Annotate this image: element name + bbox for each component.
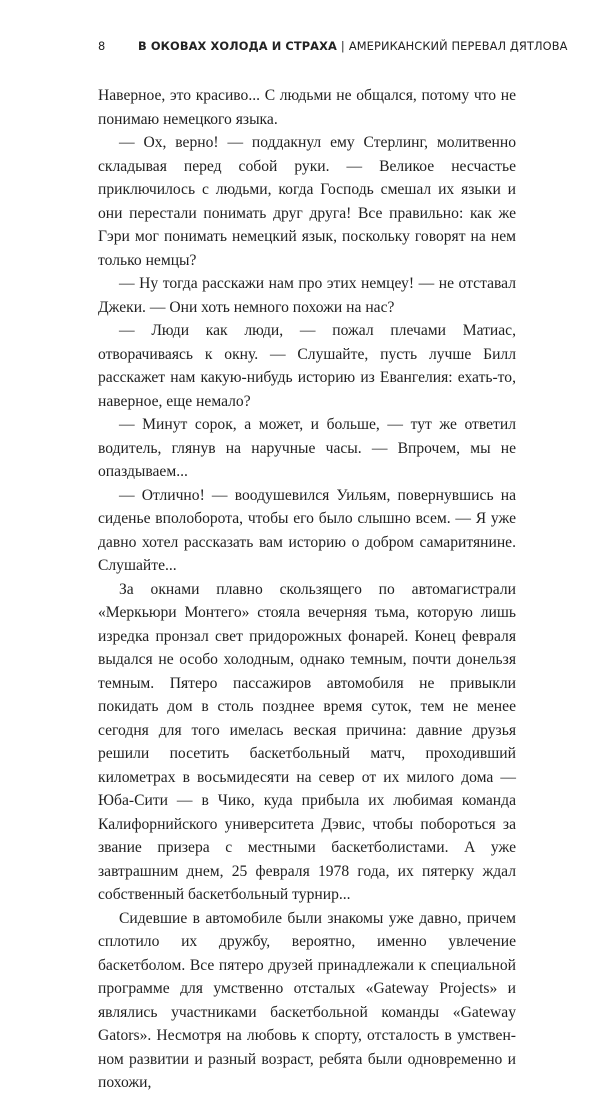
paragraph: За окнами плавно скользящего по автомагистрали «Меркьюри Монтего» стояла вечерняя тьма, которую лишь изредка пронзал свет придорожных фонарей. Конец февраля выдался не особо холодным, однако темным, почти донельзя темным. Пятеро пассажиров автомобиля не привыкли покидать дом в столь позднее время суток, тем не менее сегодня для того имелась веская причина: давние друзья решили посетить баскетбольный матч, проходивший километрах в восьмидесяти на север от их милого дома — Юба-Сити — в Чико, куда прибыла их любимая команда Калифорнийского университета Дэвис, чтобы побороться за звание призера с местными баскетболистами. А уже завтрашним днем, 25 февраля 1978 года, их пятерку ждал собственный баскетбольный турнир... — [98, 580, 516, 903]
book-title: В ОКОВАХ ХОЛОДА И СТРАХА — [138, 39, 337, 53]
paragraph: Сидевшие в автомобиле были знакомы уже давно, причем сплотило их дружбу, вероятно, именно увлечение баскетболом. Все пятеро друзей принадлежали к специальной программе для умственно отсталых «Gateway Projects» и являлись участниками баскетбольной команды «Gateway Gators». Несмотря на любовь к спорту, отсталость в умственном развитии и разный возраст, ребята были одновременно и похожи, — [98, 909, 516, 1091]
paragraph: — Ох, верно! — поддакнул ему Стерлинг, молитвенно складывая перед собой руки. — Великое несчастье приключилось с людьми, когда Господь смешал их языки и они перестали понимать друг друга! Все правильно: как же Гэри мог понимать немецкий язык, поскольку говорят на нем только немцы? — [98, 134, 516, 269]
paragraph: — Отлично! — воодушевился Уильям, повернувшись на сиденье вполоборота, чтобы его было слышно всем. — Я уже давно хотел рассказать вам историю о добром самаритянине. Слушайте... — [98, 486, 516, 574]
paragraph: — Ну тогда расскажи нам про этих немцеу! — не отставал Джеки. — Они хоть немного похожи на нас? — [98, 275, 516, 316]
paragraph: — Люди как люди, — пожал плечами Матиас, отворачиваясь к окну. — Слушайте, пусть лучше Билл расскажет нам какую-нибудь историю из Евангелия: ехать-то, наверное, еще немало? — [98, 322, 516, 410]
body-text — [98, 84, 516, 1095]
running-header — [98, 38, 568, 54]
book-subtitle: АМЕРИКАНСКИЙ ПЕРЕВАЛ ДЯТЛОВА — [348, 39, 568, 53]
header-separator: | — [340, 39, 345, 53]
paragraph: Наверное, это красиво... С людьми не общался, потому что не понимаю немецкого языка. — [98, 87, 516, 128]
page-number: 8 — [98, 39, 106, 53]
paragraph: — Минут сорок, а может, и больше, — тут же ответил водитель, глянув на наручные часы. — Впрочем, мы не опаздываем... — [98, 416, 516, 480]
